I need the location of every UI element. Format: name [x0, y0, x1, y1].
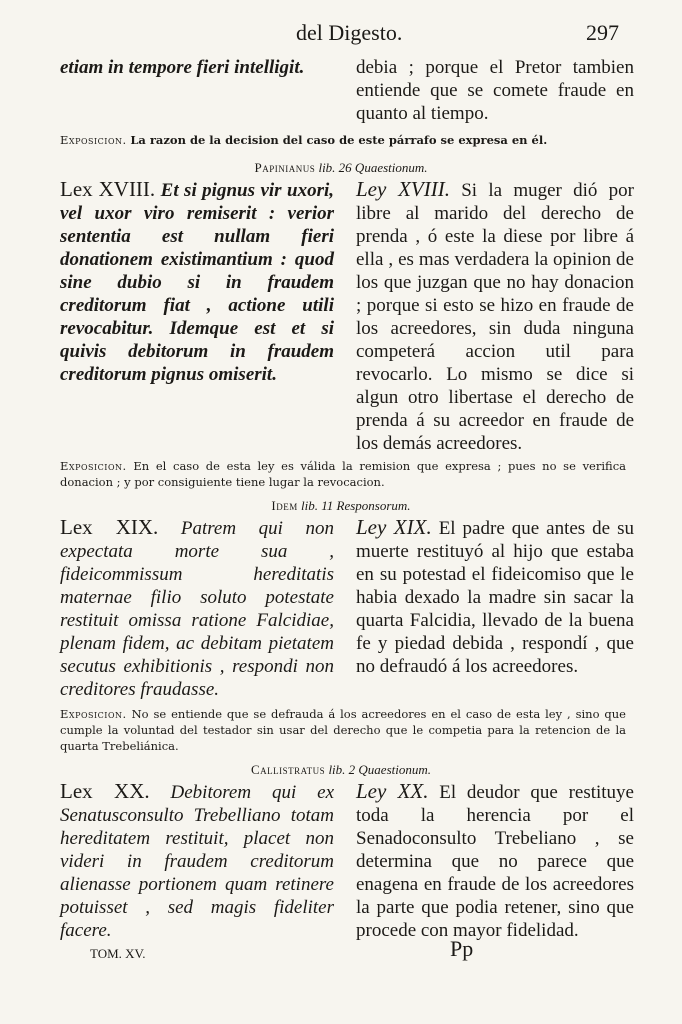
source-line-lex18	[0, 160, 682, 176]
latin-text-lex20	[60, 780, 334, 942]
source-line-lex19	[0, 498, 682, 514]
latin-text-lex18	[60, 178, 334, 386]
spanish-body: El padre que antes de su muerte restituyó al hijo que estaba en su potestad el fideicomiso que le habia dexado la madre sin sacar la quarta Falcidia, llevado de la buena fe y piedad debida , respondí , que no defraudó á los acreedores.	[356, 518, 634, 677]
ley-heading: Ley XX.	[356, 779, 429, 803]
lex-heading: Lex XIX.	[60, 515, 159, 539]
lex-heading: Lex XVIII.	[60, 177, 156, 201]
latin-text-lex19	[60, 516, 334, 701]
latin-body: Patrem qui non expectata morte sua , fideicommissum hereditatis maternae filio soluto potestate restituit omissa ratione Falcidiae, plenam fidem, ac debitam pietatem secutus exhibitionis , respondi non creditores fraudasse.	[60, 518, 334, 700]
spanish-text-lex20	[356, 780, 634, 942]
ley-heading: Ley XVIII.	[356, 177, 450, 201]
running-title: del Digesto.	[296, 20, 403, 45]
spanish-body: Si la muger dió por libre al marido del derecho de prenda , ó este la diese por libre á ella , es mas verdadera la opinion de los que juzgan que no hay donacion ; porque si esto se hizo en fraude de los acreedores, sin duda ninguna competerá accion util para revocarlo. Lo mismo se dice si algun otro libertase el derecho de prenda á su acreedor en fraude de los demás acreedores.	[356, 180, 634, 454]
signature-mark: Pp	[450, 936, 474, 961]
source-line-lex20	[0, 762, 682, 778]
source-author: Papinianus	[254, 160, 316, 175]
spanish-text-lex19	[356, 516, 634, 678]
exposicion-18	[60, 458, 626, 490]
source-work: lib. 2 Quaestionum.	[328, 762, 431, 777]
exposicion-label: Exposicion.	[60, 459, 127, 473]
source-author: Idem	[271, 498, 298, 513]
source-work: lib. 26 Quaestionum.	[318, 160, 428, 175]
source-author: Callistratus	[251, 762, 326, 777]
exposicion-text: En el caso de esta ley es válida la remision que expresa ; pues no se verifica donacion ; y por consiguiente tiene lugar la revocacion.	[60, 459, 627, 489]
source-work: lib. 11 Responsorum.	[301, 498, 411, 513]
exposicion-label: Exposicion.	[60, 133, 127, 147]
latin-body: Debitorem qui ex Senatusconsulto Trebelliano totam hereditatem restituit, placet non videri in fraudem creditorum alienasse portionem quam retinere potuisset , sed magis fideliter facere.	[60, 782, 334, 941]
ley-heading: Ley XIX.	[356, 515, 432, 539]
exposicion-0	[60, 132, 626, 148]
exposicion-text: La razon de la decision del caso de este párrafo se expresa en él.	[130, 133, 548, 147]
spanish-body: El deudor que restituye toda la herencia por el Senadoconsulto Trebeliano , se determina que no parece que enagena en fraude de los acreedores la parte que podia retener, sino que procede con mayor fidelidad.	[356, 782, 634, 941]
running-header	[0, 20, 682, 50]
exposicion-19	[60, 706, 626, 754]
latin-text-continuation: etiam in tempore fieri intelligit.	[60, 57, 305, 78]
spanish-text-lex18	[356, 178, 634, 455]
exposicion-text: No se entiende que se defrauda á los acreedores en el caso de esta ley , sino que cumple la voluntad del testador sin usar del derecho que le competia para la retencion de la quarta Trebeliánica.	[60, 707, 626, 753]
exposicion-label: Exposicion.	[60, 707, 127, 721]
volume-mark: TOM. XV.	[90, 946, 146, 961]
lex-heading: Lex XX.	[60, 779, 150, 803]
page-number: 297	[586, 20, 619, 45]
latin-body: Et si pignus vir uxori, vel uxor viro remiserit : verior sententia est nullam fieri donationem existimantium : quod sine dubio si in fraudem creditorum fiat , actione utili revocabitur. Idemque est et si quivis debitorum in fraudem creditorum pignus omiserit.	[60, 180, 335, 385]
spanish-text-continuation: debia ; porque el Pretor tambien entiende que se comete fraude en quanto al tiempo.	[356, 57, 634, 124]
